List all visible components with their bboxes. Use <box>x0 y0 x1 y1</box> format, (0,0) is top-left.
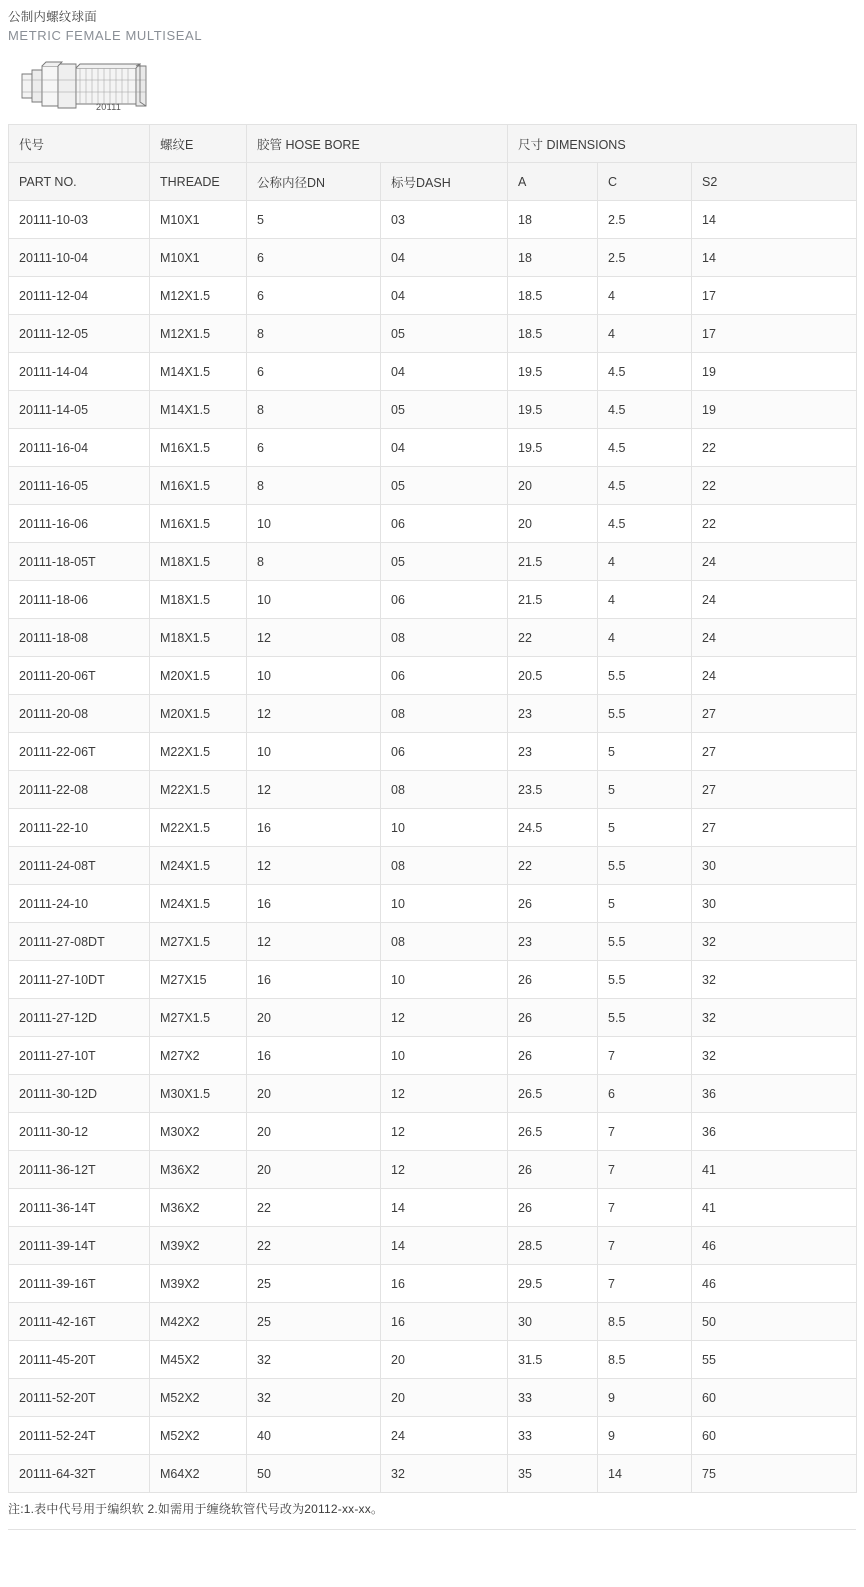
cell-value: 19.5 <box>508 429 598 467</box>
cell-value: 14 <box>692 201 857 239</box>
cell-value: 5.5 <box>598 923 692 961</box>
table-row <box>9 1265 857 1303</box>
cell-value: 10 <box>381 961 508 999</box>
header-dash: 标号DASH <box>381 163 508 201</box>
cell-value: 60 <box>692 1379 857 1417</box>
cell-value: 04 <box>381 277 508 315</box>
cell-value: 5.5 <box>598 961 692 999</box>
cell-value: 27 <box>692 695 857 733</box>
table-row <box>9 1075 857 1113</box>
cell-value: 7 <box>598 1189 692 1227</box>
cell-value: 50 <box>692 1303 857 1341</box>
table-row <box>9 1303 857 1341</box>
cell-value: 24 <box>692 543 857 581</box>
cell-value: 22 <box>692 467 857 505</box>
cell-value: 4 <box>598 619 692 657</box>
cell-part-no: 20111-27-08DT <box>9 923 150 961</box>
cell-value: 06 <box>381 657 508 695</box>
cell-value: 46 <box>692 1227 857 1265</box>
cell-value: M30X2 <box>150 1113 247 1151</box>
table-row <box>9 239 857 277</box>
cell-value: 8 <box>247 543 381 581</box>
cell-value: M36X2 <box>150 1189 247 1227</box>
cell-value: 03 <box>381 201 508 239</box>
cell-value: 10 <box>247 505 381 543</box>
table-row <box>9 201 857 239</box>
cell-value: 20 <box>381 1379 508 1417</box>
cell-value: 20.5 <box>508 657 598 695</box>
cell-value: 4 <box>598 277 692 315</box>
cell-value: 5.5 <box>598 847 692 885</box>
cell-value: 12 <box>381 1075 508 1113</box>
cell-part-no: 20111-18-05T <box>9 543 150 581</box>
table-row <box>9 353 857 391</box>
cell-value: 33 <box>508 1379 598 1417</box>
table-sub-header-row <box>9 163 857 201</box>
table-notes: 注:1.表中代号用于编织软 2.如需用于缠绕软管代号改为20112-xx-xx。 <box>8 1502 384 1516</box>
cell-part-no: 20111-16-06 <box>9 505 150 543</box>
table-row <box>9 657 857 695</box>
cell-value: M14X1.5 <box>150 391 247 429</box>
cell-part-no: 20111-45-20T <box>9 1341 150 1379</box>
table-row <box>9 429 857 467</box>
cell-part-no: 20111-12-05 <box>9 315 150 353</box>
page-title-cn: 公制内螺纹球面 <box>8 10 97 24</box>
cell-value: M27X1.5 <box>150 999 247 1037</box>
header-a: A <box>508 163 598 201</box>
title-block <box>0 0 864 46</box>
cell-value: M16X1.5 <box>150 505 247 543</box>
cell-value: 36 <box>692 1075 857 1113</box>
table-row <box>9 809 857 847</box>
cell-value: M18X1.5 <box>150 543 247 581</box>
cell-value: 21.5 <box>508 543 598 581</box>
cell-value: 36 <box>692 1113 857 1151</box>
cell-value: 05 <box>381 467 508 505</box>
cell-value: 21.5 <box>508 581 598 619</box>
cell-value: 8.5 <box>598 1303 692 1341</box>
cell-value: 8.5 <box>598 1341 692 1379</box>
cell-value: 26 <box>508 961 598 999</box>
cell-value: 7 <box>598 1227 692 1265</box>
cell-part-no: 20111-22-08 <box>9 771 150 809</box>
cell-value: 12 <box>247 771 381 809</box>
header-hose-bore-group: 胶管 HOSE BORE <box>247 125 508 163</box>
table-row <box>9 315 857 353</box>
cell-part-no: 20111-20-06T <box>9 657 150 695</box>
cell-value: 26 <box>508 999 598 1037</box>
cell-value: 6 <box>247 353 381 391</box>
cell-value: M10X1 <box>150 201 247 239</box>
cell-value: 32 <box>692 923 857 961</box>
cell-value: 50 <box>247 1455 381 1493</box>
cell-part-no: 20111-10-04 <box>9 239 150 277</box>
cell-value: 4 <box>598 315 692 353</box>
cell-value: 32 <box>381 1455 508 1493</box>
cell-value: 04 <box>381 353 508 391</box>
cell-value: 12 <box>381 1151 508 1189</box>
cell-value: 12 <box>381 1113 508 1151</box>
cell-value: 32 <box>692 961 857 999</box>
cell-value: 20 <box>381 1341 508 1379</box>
cell-value: 05 <box>381 543 508 581</box>
cell-value: M20X1.5 <box>150 695 247 733</box>
header-c: C <box>598 163 692 201</box>
cell-value: 20 <box>508 505 598 543</box>
table-row <box>9 695 857 733</box>
cell-value: 29.5 <box>508 1265 598 1303</box>
cell-value: M45X2 <box>150 1341 247 1379</box>
table-row <box>9 1379 857 1417</box>
cell-value: 4.5 <box>598 505 692 543</box>
cell-value: 18.5 <box>508 315 598 353</box>
cell-value: 08 <box>381 923 508 961</box>
cell-value: M52X2 <box>150 1417 247 1455</box>
cell-value: 5.5 <box>598 999 692 1037</box>
cell-value: 12 <box>247 695 381 733</box>
cell-value: 14 <box>598 1455 692 1493</box>
cell-value: 26 <box>508 1151 598 1189</box>
cell-value: 10 <box>247 657 381 695</box>
table-row <box>9 1113 857 1151</box>
cell-value: 2.5 <box>598 239 692 277</box>
cell-value: 4.5 <box>598 429 692 467</box>
cell-value: M12X1.5 <box>150 315 247 353</box>
cell-value: 22 <box>247 1189 381 1227</box>
cell-value: M24X1.5 <box>150 885 247 923</box>
cell-part-no: 20111-24-08T <box>9 847 150 885</box>
table-row <box>9 1455 857 1493</box>
cell-value: 5 <box>598 771 692 809</box>
cell-value: 2.5 <box>598 201 692 239</box>
cell-value: 6 <box>247 277 381 315</box>
hose-fitting-drawing-icon <box>18 54 158 114</box>
cell-value: M14X1.5 <box>150 353 247 391</box>
table-row <box>9 619 857 657</box>
cell-value: 20 <box>247 999 381 1037</box>
cell-value: 14 <box>381 1227 508 1265</box>
cell-value: M20X1.5 <box>150 657 247 695</box>
cell-value: 5.5 <box>598 695 692 733</box>
cell-value: 27 <box>692 809 857 847</box>
table-row <box>9 961 857 999</box>
cell-value: M52X2 <box>150 1379 247 1417</box>
table-row <box>9 1037 857 1075</box>
cell-part-no: 20111-12-04 <box>9 277 150 315</box>
cell-value: 6 <box>598 1075 692 1113</box>
table-row <box>9 885 857 923</box>
cell-value: 20 <box>247 1151 381 1189</box>
cell-part-no: 20111-22-10 <box>9 809 150 847</box>
cell-value: 5 <box>598 733 692 771</box>
cell-value: 10 <box>247 581 381 619</box>
cell-value: 4.5 <box>598 391 692 429</box>
table-row <box>9 581 857 619</box>
cell-value: 06 <box>381 581 508 619</box>
cell-value: M36X2 <box>150 1151 247 1189</box>
cell-part-no: 20111-14-05 <box>9 391 150 429</box>
cell-value: 26 <box>508 1037 598 1075</box>
cell-part-no: 20111-18-08 <box>9 619 150 657</box>
cell-value: 7 <box>598 1151 692 1189</box>
cell-value: M16X1.5 <box>150 467 247 505</box>
cell-value: 5 <box>598 809 692 847</box>
cell-value: 46 <box>692 1265 857 1303</box>
table-row <box>9 1189 857 1227</box>
cell-part-no: 20111-24-10 <box>9 885 150 923</box>
cell-value: 12 <box>247 619 381 657</box>
cell-value: 32 <box>692 1037 857 1075</box>
cell-value: 25 <box>247 1303 381 1341</box>
cell-value: 16 <box>247 809 381 847</box>
table-row <box>9 1341 857 1379</box>
header-threade: THREADE <box>150 163 247 201</box>
cell-value: 19 <box>692 353 857 391</box>
header-dimensions-group: 尺寸 DIMENSIONS <box>508 125 857 163</box>
table-row <box>9 543 857 581</box>
table-row <box>9 1227 857 1265</box>
table-row <box>9 277 857 315</box>
cell-part-no: 20111-30-12 <box>9 1113 150 1151</box>
cell-value: 16 <box>381 1303 508 1341</box>
cell-value: 26 <box>508 1189 598 1227</box>
cell-value: 41 <box>692 1189 857 1227</box>
header-part-no: PART NO. <box>9 163 150 201</box>
cell-value: 23 <box>508 923 598 961</box>
cell-value: 32 <box>247 1341 381 1379</box>
figure-code: 20111 <box>96 102 122 112</box>
header-part-no-group: 代号 <box>9 125 150 163</box>
cell-value: 30 <box>692 847 857 885</box>
cell-value: 22 <box>508 847 598 885</box>
cell-value: 30 <box>508 1303 598 1341</box>
cell-part-no: 20111-14-04 <box>9 353 150 391</box>
cell-value: 14 <box>381 1189 508 1227</box>
cell-value: 10 <box>381 809 508 847</box>
cell-value: 06 <box>381 505 508 543</box>
cell-value: 24 <box>381 1417 508 1455</box>
cell-value: 05 <box>381 391 508 429</box>
cell-value: 08 <box>381 847 508 885</box>
cell-value: M24X1.5 <box>150 847 247 885</box>
table-row <box>9 771 857 809</box>
cell-part-no: 20111-27-10T <box>9 1037 150 1075</box>
cell-part-no: 20111-30-12D <box>9 1075 150 1113</box>
cell-value: 17 <box>692 315 857 353</box>
cell-value: 22 <box>692 429 857 467</box>
cell-value: 16 <box>247 885 381 923</box>
table-row <box>9 1151 857 1189</box>
cell-value: 20 <box>508 467 598 505</box>
cell-value: 14 <box>692 239 857 277</box>
cell-value: 22 <box>508 619 598 657</box>
cell-value: 27 <box>692 771 857 809</box>
cell-part-no: 20111-39-14T <box>9 1227 150 1265</box>
cell-value: 4 <box>598 581 692 619</box>
cell-part-no: 20111-18-06 <box>9 581 150 619</box>
cell-value: 18 <box>508 201 598 239</box>
cell-value: 16 <box>247 1037 381 1075</box>
cell-value: M10X1 <box>150 239 247 277</box>
cell-value: 8 <box>247 391 381 429</box>
page-title-en: METRIC FEMALE MULTISEAL <box>8 28 203 43</box>
cell-part-no: 20111-36-14T <box>9 1189 150 1227</box>
table-row <box>9 733 857 771</box>
cell-value: 5.5 <box>598 657 692 695</box>
cell-value: 18 <box>508 239 598 277</box>
cell-value: 12 <box>381 999 508 1037</box>
cell-value: 4.5 <box>598 353 692 391</box>
cell-value: 06 <box>381 733 508 771</box>
cell-value: 17 <box>692 277 857 315</box>
cell-value: M64X2 <box>150 1455 247 1493</box>
cell-value: M42X2 <box>150 1303 247 1341</box>
cell-value: 31.5 <box>508 1341 598 1379</box>
cell-value: 24 <box>692 581 857 619</box>
cell-value: 24.5 <box>508 809 598 847</box>
cell-value: 5 <box>598 885 692 923</box>
cell-part-no: 20111-42-16T <box>9 1303 150 1341</box>
figure-block <box>0 46 864 124</box>
cell-value: 4 <box>598 543 692 581</box>
cell-part-no: 20111-16-04 <box>9 429 150 467</box>
specification-table <box>8 124 857 1493</box>
cell-value: 20 <box>247 1113 381 1151</box>
cell-value: 19 <box>692 391 857 429</box>
cell-value: 26.5 <box>508 1075 598 1113</box>
cell-value: M22X1.5 <box>150 733 247 771</box>
cell-value: 12 <box>247 847 381 885</box>
cell-value: 08 <box>381 771 508 809</box>
cell-value: 9 <box>598 1417 692 1455</box>
cell-value: 23.5 <box>508 771 598 809</box>
cell-value: 55 <box>692 1341 857 1379</box>
cell-value: 19.5 <box>508 391 598 429</box>
table-row <box>9 923 857 961</box>
cell-part-no: 20111-20-08 <box>9 695 150 733</box>
cell-value: 32 <box>692 999 857 1037</box>
cell-value: 26 <box>508 885 598 923</box>
cell-value: 6 <box>247 239 381 277</box>
cell-part-no: 20111-52-24T <box>9 1417 150 1455</box>
cell-value: 75 <box>692 1455 857 1493</box>
table-row <box>9 847 857 885</box>
cell-value: 04 <box>381 429 508 467</box>
cell-value: 22 <box>247 1227 381 1265</box>
cell-value: 24 <box>692 619 857 657</box>
cell-value: 18.5 <box>508 277 598 315</box>
cell-value: 08 <box>381 619 508 657</box>
cell-value: M22X1.5 <box>150 771 247 809</box>
cell-value: 60 <box>692 1417 857 1455</box>
table-row <box>9 505 857 543</box>
cell-value: 10 <box>247 733 381 771</box>
cell-part-no: 20111-27-10DT <box>9 961 150 999</box>
header-s2: S2 <box>692 163 857 201</box>
header-thread-group: 螺纹E <box>150 125 247 163</box>
cell-value: 33 <box>508 1417 598 1455</box>
cell-value: M22X1.5 <box>150 809 247 847</box>
cell-value: M18X1.5 <box>150 619 247 657</box>
header-dn: 公称内径DN <box>247 163 381 201</box>
cell-value: 8 <box>247 315 381 353</box>
table-head <box>9 125 857 201</box>
cell-part-no: 20111-36-12T <box>9 1151 150 1189</box>
cell-value: 08 <box>381 695 508 733</box>
cell-value: 6 <box>247 429 381 467</box>
footer-divider <box>8 1529 856 1555</box>
cell-value: 12 <box>247 923 381 961</box>
cell-part-no: 20111-52-20T <box>9 1379 150 1417</box>
cell-value: 40 <box>247 1417 381 1455</box>
cell-part-no: 20111-16-05 <box>9 467 150 505</box>
cell-value: 5 <box>247 201 381 239</box>
cell-value: M39X2 <box>150 1227 247 1265</box>
cell-value: 16 <box>381 1265 508 1303</box>
table-row <box>9 999 857 1037</box>
cell-part-no: 20111-64-32T <box>9 1455 150 1493</box>
cell-value: 35 <box>508 1455 598 1493</box>
cell-value: 24 <box>692 657 857 695</box>
cell-part-no: 20111-27-12D <box>9 999 150 1037</box>
cell-value: 26.5 <box>508 1113 598 1151</box>
cell-value: 32 <box>247 1379 381 1417</box>
cell-value: 19.5 <box>508 353 598 391</box>
table-row <box>9 467 857 505</box>
table-row <box>9 391 857 429</box>
cell-value: 27 <box>692 733 857 771</box>
cell-value: M27X15 <box>150 961 247 999</box>
cell-value: 23 <box>508 733 598 771</box>
cell-value: M16X1.5 <box>150 429 247 467</box>
cell-value: M27X1.5 <box>150 923 247 961</box>
cell-part-no: 20111-39-16T <box>9 1265 150 1303</box>
cell-value: 25 <box>247 1265 381 1303</box>
table-row <box>9 1417 857 1455</box>
table-body <box>9 201 857 1493</box>
cell-value: 23 <box>508 695 598 733</box>
cell-value: 7 <box>598 1037 692 1075</box>
cell-value: M27X2 <box>150 1037 247 1075</box>
cell-part-no: 20111-10-03 <box>9 201 150 239</box>
cell-value: 30 <box>692 885 857 923</box>
cell-value: 10 <box>381 885 508 923</box>
cell-value: M30X1.5 <box>150 1075 247 1113</box>
cell-value: M12X1.5 <box>150 277 247 315</box>
table-group-header-row <box>9 125 857 163</box>
cell-value: 22 <box>692 505 857 543</box>
cell-part-no: 20111-22-06T <box>9 733 150 771</box>
cell-value: 20 <box>247 1075 381 1113</box>
cell-value: 04 <box>381 239 508 277</box>
cell-value: 05 <box>381 315 508 353</box>
cell-value: 16 <box>247 961 381 999</box>
cell-value: 41 <box>692 1151 857 1189</box>
cell-value: M39X2 <box>150 1265 247 1303</box>
cell-value: M18X1.5 <box>150 581 247 619</box>
cell-value: 4.5 <box>598 467 692 505</box>
cell-value: 7 <box>598 1113 692 1151</box>
cell-value: 10 <box>381 1037 508 1075</box>
cell-value: 28.5 <box>508 1227 598 1265</box>
cell-value: 9 <box>598 1379 692 1417</box>
cell-value: 8 <box>247 467 381 505</box>
cell-value: 7 <box>598 1265 692 1303</box>
